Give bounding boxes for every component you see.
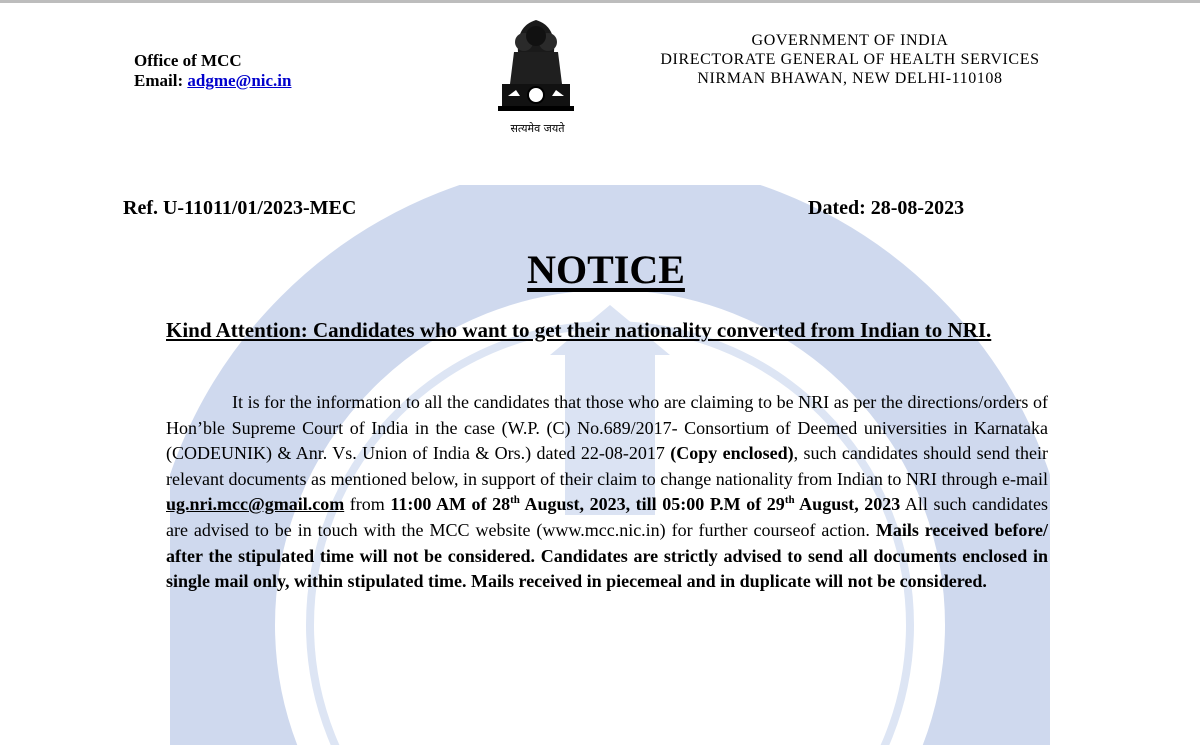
till-date: August, 2023 <box>794 494 901 515</box>
notice-title: NOTICE <box>527 247 685 292</box>
national-emblem-icon <box>488 12 584 122</box>
body-bold-warning: Mails received before/ after the stipulated time will not be considered. Candidates are strictly advised to send all documents enclosed in single mail only, within stipulated time. Mails received in piecemeal and in duplicate will not be considered. <box>166 519 1048 592</box>
email-label: Email: <box>134 71 184 90</box>
from-ordinal: th <box>510 494 520 507</box>
copy-enclosed: (Copy enclosed) <box>670 443 794 464</box>
office-email-line <box>134 71 291 91</box>
office-email-link[interactable]: adgme@nic.in <box>187 71 292 90</box>
attention-heading: Kind Attention: Candidates who want to get their nationality converted from Indian to NRI. <box>166 318 992 342</box>
nri-email-link[interactable]: ug.nri.mcc@gmail.com <box>166 494 345 515</box>
reference-number: Ref. U-11011/01/2023-MEC <box>123 197 357 219</box>
emblem-motto: सत्यमेव जयते <box>510 122 565 135</box>
gov-line-1: GOVERNMENT OF INDIA <box>751 32 949 49</box>
notice-body <box>166 390 1048 595</box>
office-block <box>134 51 291 91</box>
from-time: 11:00 AM of 28 <box>390 494 511 515</box>
gov-line-3: NIRMAN BHAWAN, NEW DELHI-110108 <box>697 70 1003 87</box>
top-border <box>0 0 1200 3</box>
from-date: August, 2023, till 05:00 P.M of 29 <box>519 494 785 515</box>
body-part-3: from <box>344 494 391 515</box>
deadline-window <box>390 494 900 514</box>
gov-line-2: DIRECTORATE GENERAL OF HEALTH SERVICES <box>660 51 1040 68</box>
body-part-4: All such candidates are advised to be in touch with the MCC website (www.mcc.nic.in) for further courseof action. <box>166 494 1049 540</box>
body-part-2: , such candidates should send their relevant documents as mentioned below, in support of their claim to change nationality from Indian to NRI through e-mail <box>166 443 1048 489</box>
till-ordinal: th <box>784 494 795 507</box>
notice-date: Dated: 28-08-2023 <box>808 197 965 219</box>
body-part-1: It is for the information to all the candidates that those who are claiming to be NRI as per the directions/orders of Hon’ble Supreme Court of India in the case (W.P. (C) No.689/2017- Consortium of Deemed universities in Karnataka (CODEUNIK) & Anr. Vs. Union of India & Ors.) dated 22-08-2017 <box>166 392 1048 464</box>
office-label: Office of MCC <box>134 51 242 70</box>
government-header <box>610 31 1090 88</box>
